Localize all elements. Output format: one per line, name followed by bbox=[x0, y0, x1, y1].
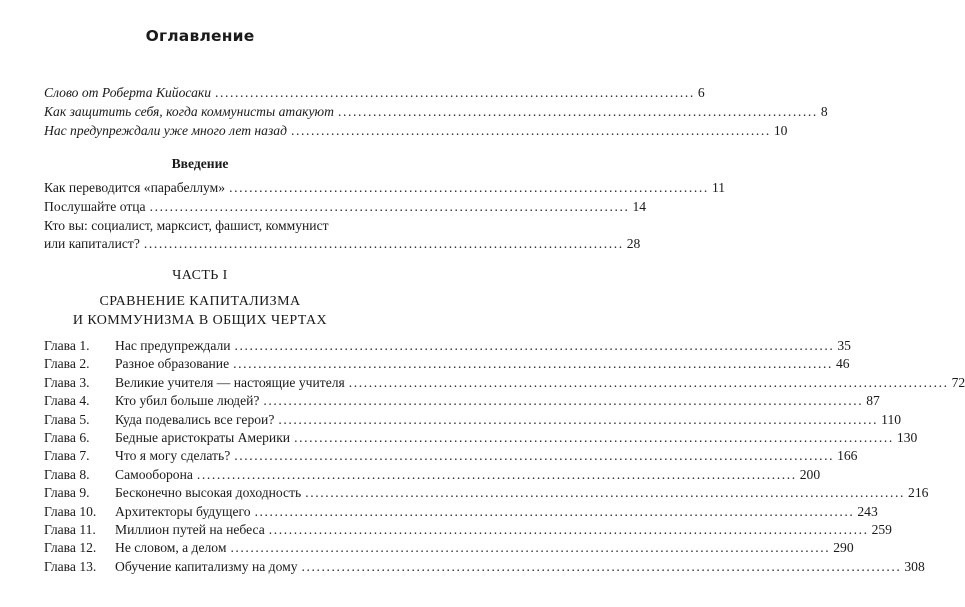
part-title-line-1: СРАВНЕНИЕ КАПИТАЛИЗМА bbox=[99, 294, 301, 309]
toc-entry-title: Великие учителя — настоящие учителя bbox=[115, 374, 345, 390]
leader-dots: ................................................................................................ bbox=[149, 199, 630, 214]
toc-entry-title: Кто убил больше людей? bbox=[115, 393, 260, 409]
toc-entry-title: Архитекторы будущего bbox=[115, 503, 251, 519]
toc-entry-page: 10 bbox=[773, 123, 788, 138]
toc-entry-chapter-12[interactable] bbox=[44, 539, 854, 557]
toc-entry-chapter-9[interactable] bbox=[44, 484, 929, 502]
toc-entry-chapter-4[interactable] bbox=[44, 392, 880, 410]
toc-entry-chapter-1[interactable] bbox=[44, 337, 851, 355]
toc-entry-title: Нас предупреждали bbox=[115, 338, 231, 353]
leader-dots: ........................................................................................................................ bbox=[263, 393, 864, 409]
leader-dots: ................................................................................................ bbox=[143, 236, 624, 251]
chapter-label: Глава 4. bbox=[44, 393, 90, 409]
toc-entry-page: 87 bbox=[866, 393, 880, 409]
leader-dots: ........................................................................................................................ bbox=[234, 338, 835, 353]
chapter-label: Глава 11. bbox=[44, 522, 96, 537]
toc-entry-chapter-10[interactable] bbox=[44, 503, 878, 521]
toc-entry-page: 259 bbox=[871, 522, 892, 537]
toc-entry-intro-3-line2[interactable] bbox=[44, 235, 641, 253]
toc-entry-title: Не словом, а делом bbox=[115, 540, 227, 556]
section-title-intro: Введение bbox=[171, 156, 229, 171]
leader-dots: ................................................................................................ bbox=[290, 123, 771, 138]
chapter-label: Глава 1. bbox=[44, 338, 90, 353]
toc-entry-page: 166 bbox=[837, 448, 858, 464]
toc-entry-chapter-6[interactable] bbox=[44, 429, 918, 447]
leader-dots: ........................................................................................................................ bbox=[233, 356, 833, 372]
leader-dots: ........................................................................................................................ bbox=[234, 448, 835, 464]
chapter-label: Глава 5. bbox=[44, 411, 90, 427]
part-title-line-2: И КОММУНИЗМА В ОБЩИХ ЧЕРТАХ bbox=[72, 313, 328, 328]
chapter-label: Глава 3. bbox=[44, 374, 90, 390]
leader-dots: ................................................................................................ bbox=[229, 180, 709, 195]
chapter-label: Глава 9. bbox=[44, 485, 90, 501]
toc-entry-title: Бедные аристократы Америки bbox=[115, 430, 291, 445]
toc-entry-chapter-3[interactable] bbox=[44, 374, 965, 392]
toc-entry-page: 14 bbox=[632, 199, 647, 214]
toc-entry-page: 11 bbox=[711, 180, 726, 195]
toc-entry-page: 200 bbox=[799, 466, 821, 482]
leader-dots: ................................................................................................ bbox=[337, 104, 818, 119]
chapter-label: Глава 8. bbox=[44, 466, 90, 482]
toc-entry-intro-2[interactable] bbox=[44, 198, 647, 216]
toc-entry-page: 8 bbox=[820, 104, 828, 119]
toc-entry-title: Как переводится «парабеллум» bbox=[44, 180, 226, 195]
toc-entry-intro-1[interactable] bbox=[44, 179, 726, 197]
toc-entry-page: 290 bbox=[833, 540, 854, 556]
toc-entry-page: 243 bbox=[857, 503, 878, 519]
toc-entry-preface-1[interactable] bbox=[44, 84, 705, 102]
toc-entry-title: Куда подевались все герои? bbox=[115, 411, 275, 427]
toc-entry-preface-3[interactable] bbox=[44, 122, 788, 140]
toc-entry-title: Разное образование bbox=[115, 356, 230, 372]
leader-dots: ........................................................................................................................ bbox=[278, 411, 879, 427]
leader-dots: ........................................................................................................................ bbox=[230, 540, 831, 556]
toc-entry-title: Послушайте отца bbox=[44, 199, 146, 214]
toc-entry-intro-3-line1[interactable]: Кто вы: социалист, марксист, фашист, коммунист bbox=[44, 218, 329, 233]
leader-dots: ........................................................................................................................ bbox=[254, 503, 855, 519]
toc-entry-title: Миллион путей на небеса bbox=[115, 522, 265, 537]
toc-entry-title: Бесконечно высокая доходность bbox=[115, 485, 302, 501]
toc-entry-page: 130 bbox=[896, 430, 918, 445]
toc-entry-page: 6 bbox=[697, 85, 705, 100]
toc-entry-chapter-8[interactable] bbox=[44, 466, 821, 484]
toc-entry-chapter-7[interactable] bbox=[44, 447, 858, 465]
toc-entry-title: Слово от Роберта Кийосаки bbox=[44, 85, 212, 100]
toc-entry-title: Как защитить себя, когда коммунисты атакуют bbox=[44, 104, 334, 119]
chapter-label: Глава 13. bbox=[44, 558, 97, 574]
leader-dots: ........................................................................................................................ bbox=[196, 466, 797, 482]
chapter-label: Глава 6. bbox=[44, 430, 90, 445]
page-title: Оглавление bbox=[145, 27, 255, 45]
toc-entry-page: 35 bbox=[837, 338, 851, 353]
chapter-label: Глава 2. bbox=[44, 356, 90, 372]
toc-entry-chapter-5[interactable] bbox=[44, 411, 902, 429]
toc-entry-title: Обучение капитализму на дому bbox=[115, 558, 298, 574]
part-label: ЧАСТЬ I bbox=[172, 268, 228, 283]
toc-entry-title: Нас предупреждали уже много лет назад bbox=[44, 123, 287, 138]
leader-dots: ........................................................................................................................ bbox=[301, 558, 902, 574]
toc-entry-chapter-13[interactable] bbox=[44, 558, 925, 576]
toc-entry-chapter-11[interactable] bbox=[44, 521, 892, 539]
chapter-label: Глава 10. bbox=[44, 503, 97, 519]
toc-entry-page: 110 bbox=[881, 411, 902, 427]
toc-entry-page: 216 bbox=[908, 485, 929, 501]
chapter-label: Глава 7. bbox=[44, 448, 90, 464]
leader-dots: ........................................................................................................................ bbox=[305, 485, 906, 501]
leader-dots: ........................................................................................................................ bbox=[294, 430, 894, 445]
chapter-label: Глава 12. bbox=[44, 540, 97, 556]
leader-dots: ........................................................................................................................ bbox=[268, 522, 869, 537]
leader-dots: ................................................................................................ bbox=[215, 85, 695, 100]
toc-entry-page: 308 bbox=[904, 558, 925, 574]
toc-entry-chapter-2[interactable] bbox=[44, 355, 850, 373]
toc-entry-preface-2[interactable] bbox=[44, 103, 828, 121]
toc-entry-title: Самооборона bbox=[115, 466, 193, 482]
toc-entry-page: 72 bbox=[951, 374, 965, 390]
toc-entry-page: 28 bbox=[626, 236, 641, 251]
toc-entry-page: 46 bbox=[835, 356, 850, 372]
toc-entry-title: или капиталист? bbox=[44, 236, 140, 251]
toc-entry-title: Что я могу сделать? bbox=[115, 448, 231, 464]
leader-dots: ........................................................................................................................ bbox=[348, 374, 949, 390]
